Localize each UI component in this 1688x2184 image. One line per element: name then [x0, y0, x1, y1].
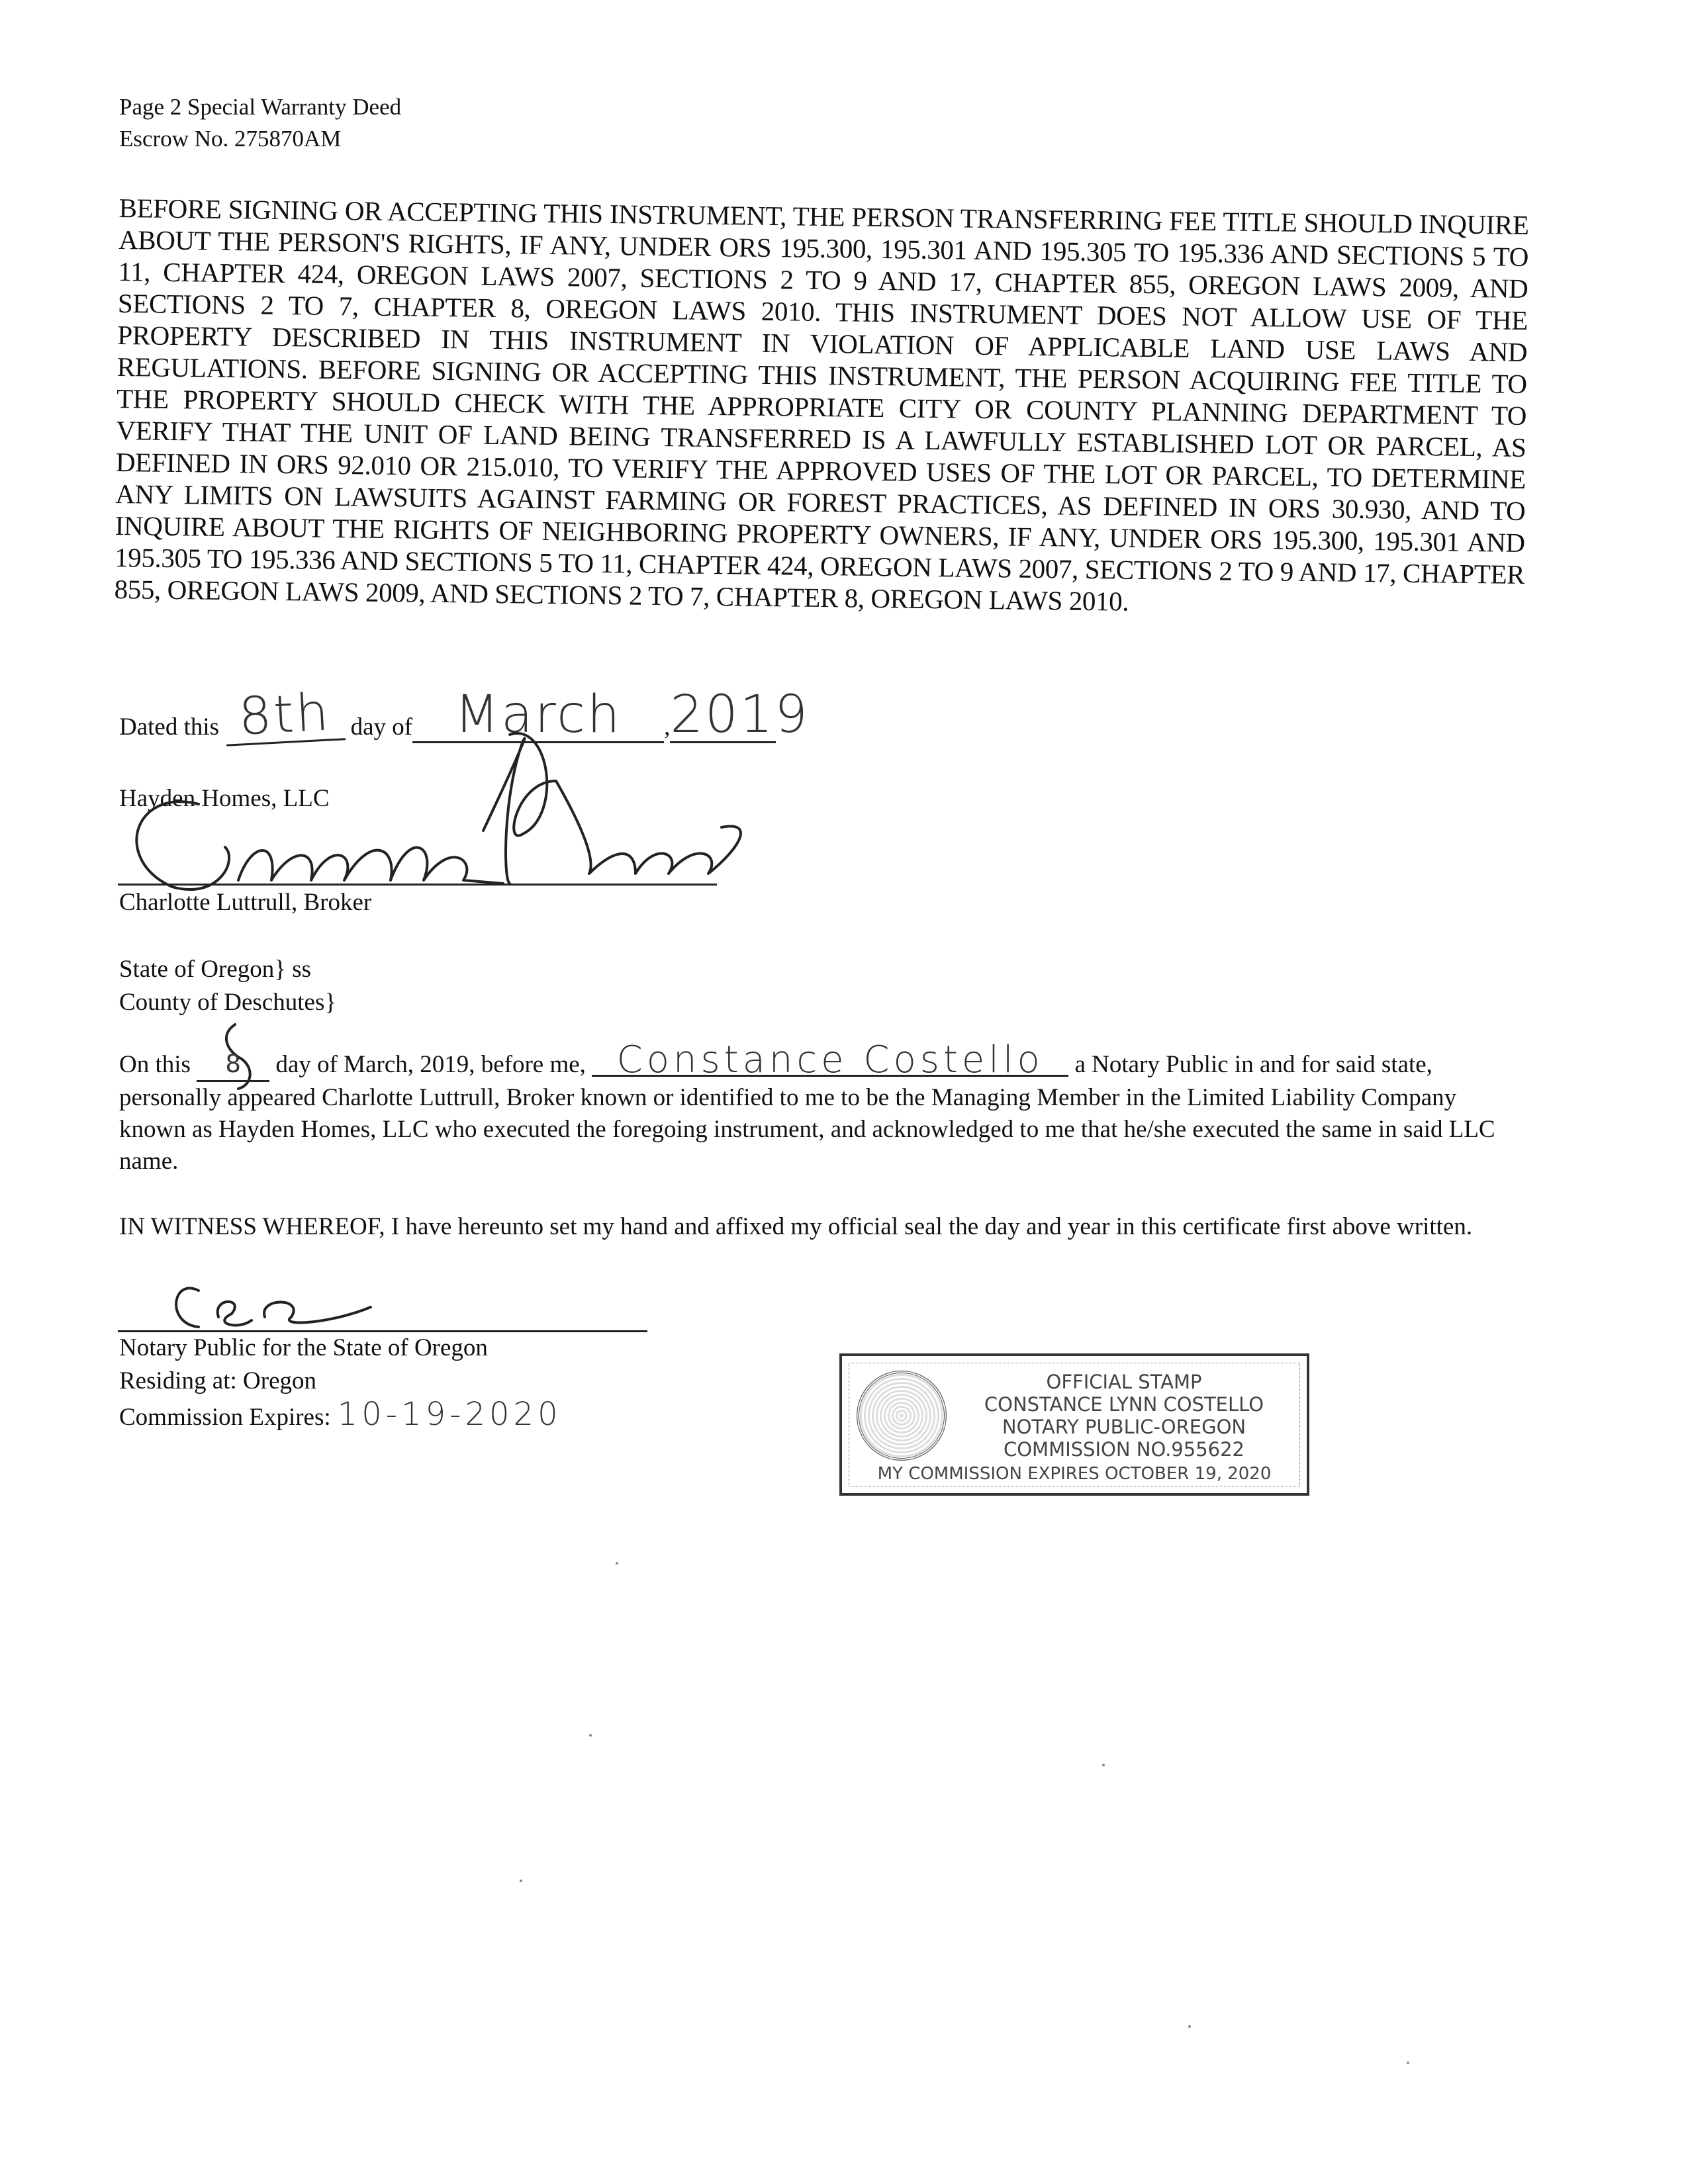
- scan-speck: [1102, 1764, 1105, 1766]
- scan-speck: [616, 1562, 618, 1565]
- scan-speck: [589, 1734, 592, 1737]
- statutory-disclosure: BEFORE SIGNING OR ACCEPTING THIS INSTRUMENT, THE PERSON TRANSFERRING FEE TITLE SHOULD INQUIRE ABOUT THE PERSON'S RIGHTS, IF ANY, UNDER ORS 195.300, 195.301 AND 195.305 TO 195.336 AND SECTIONS 5 TO 11, CHAPTER 424, OREGON LAWS 2007, SECTIONS 2 TO 9 AND 17, CHAPTER 855, OREGON LAWS 2009, AND SECTIONS 2 TO 7, CHAPTER 8, OREGON LAWS 2010. THIS INSTRUMENT DOES NOT ALLOW USE OF THE PROPERTY DESCRIBED IN THIS INSTRUMENT IN VIOLATION OF APPLICABLE LAND USE LAWS AND REGULATIONS. BEFORE SIGNING OR ACCEPTING THIS INSTRUMENT, THE PERSON ACQUIRING FEE TITLE TO THE PROPERTY SHOULD CHECK WITH THE APPROPRIATE CITY OR COUNTY PLANNING DEPARTMENT TO VERIFY THAT THE UNIT OF LAND BEING TRANSFERRED IS A LAWFULLY ESTABLISHED LOT OR PARCEL, AS DEFINED IN ORS 92.010 OR 215.010, TO VERIFY THE APPROVED USES OF THE LOT OR PARCEL, TO DETERMINE ANY LIMITS ON LAWSUITS AGAINST FARMING OR FOREST PRACTICES, AS DEFINED IN ORS 30.930, AND TO INQUIRE ABOUT THE RIGHTS OF NEIGHBORING PROPERTY OWNERS, IF ANY, UNDER ORS 195.300, 195.301 AND 195.305 TO 195.336 AND SECTIONS 5 TO 11, CHAPTER 424, OREGON LAWS 2007, SECTIONS 2 TO 9 AND 17, CHAPTER 855, OREGON LAWS 2009, AND SECTIONS 2 TO 7, CHAPTER 8, OREGON LAWS 2010.: [114, 192, 1529, 617]
- scan-speck: [1188, 2025, 1191, 2028]
- acknowledgment-paragraph: [119, 1038, 1523, 1177]
- notary-title: Notary Public for the State of Oregon: [119, 1334, 488, 1361]
- dated-comma: ,: [664, 713, 671, 741]
- header-title: Page 2 Special Warranty Deed: [119, 94, 402, 120]
- dated-middle: day of: [350, 713, 413, 741]
- scan-speck: [1407, 2062, 1409, 2064]
- ack-part1: On this: [119, 1051, 191, 1078]
- notary-official-stamp: [839, 1353, 1309, 1496]
- ack-handwritten-notary-name: Constance Costello: [592, 1046, 1068, 1077]
- ack-part3: a Notary Public in and for said state, personally appeared Charlotte Luttrull, Broker known or identified to me to be the Managing Member in the Limited Liability Company known as Hayden Homes, LLC who executed the foregoing instrument, and acknowledged to me that he/she executed the same in said LLC name.: [119, 1051, 1495, 1175]
- notary-expires-label: Commission Expires:: [119, 1404, 331, 1431]
- witness-clause: IN WITNESS WHEREOF, I have hereunto set my hand and affixed my official seal the day and year in this certificate first above written.: [119, 1213, 1473, 1240]
- stamp-line-2: CONSTANCE LYNN COSTELLO: [984, 1393, 1264, 1416]
- notary-residing: Residing at: Oregon: [119, 1367, 317, 1394]
- ack-part2: day of March, 2019, before me,: [275, 1051, 586, 1078]
- handwritten-year: 2019: [670, 685, 810, 745]
- document-header: [119, 91, 401, 155]
- stamp-text: [948, 1371, 1300, 1461]
- grantor-signer: Charlotte Luttrull, Broker: [119, 889, 372, 916]
- dated-line: [119, 682, 810, 747]
- grantor-signature-line: [118, 884, 717, 886]
- handwritten-month: March: [412, 688, 664, 743]
- venue-county: County of Deschutes}: [119, 989, 337, 1016]
- stamp-line-1: OFFICIAL STAMP: [1046, 1371, 1202, 1393]
- venue-state: State of Oregon} ss: [119, 956, 312, 983]
- ack-handwritten-day: 8: [197, 1048, 269, 1082]
- notary-expires-handwritten: 10-19-2020: [337, 1396, 562, 1433]
- stamp-line-5: MY COMMISSION EXPIRES OCTOBER 19, 2020: [877, 1464, 1272, 1484]
- notary-initials-mark: [176, 1288, 371, 1327]
- venue-block: [119, 953, 336, 1019]
- scan-speck: [520, 1880, 522, 1882]
- notary-block: [119, 1332, 562, 1434]
- notary-expiration: [119, 1398, 562, 1434]
- grantor-company: Hayden Homes, LLC: [119, 785, 330, 812]
- escrow-number: Escrow No. 275870AM: [119, 126, 342, 152]
- stamp-line-3: NOTARY PUBLIC-OREGON: [1002, 1416, 1246, 1438]
- state-seal-icon: [857, 1371, 947, 1461]
- handwritten-day: 8th: [224, 685, 346, 746]
- stamp-line-4: COMMISSION NO.955622: [1003, 1438, 1245, 1461]
- dated-prefix: Dated this: [119, 713, 220, 741]
